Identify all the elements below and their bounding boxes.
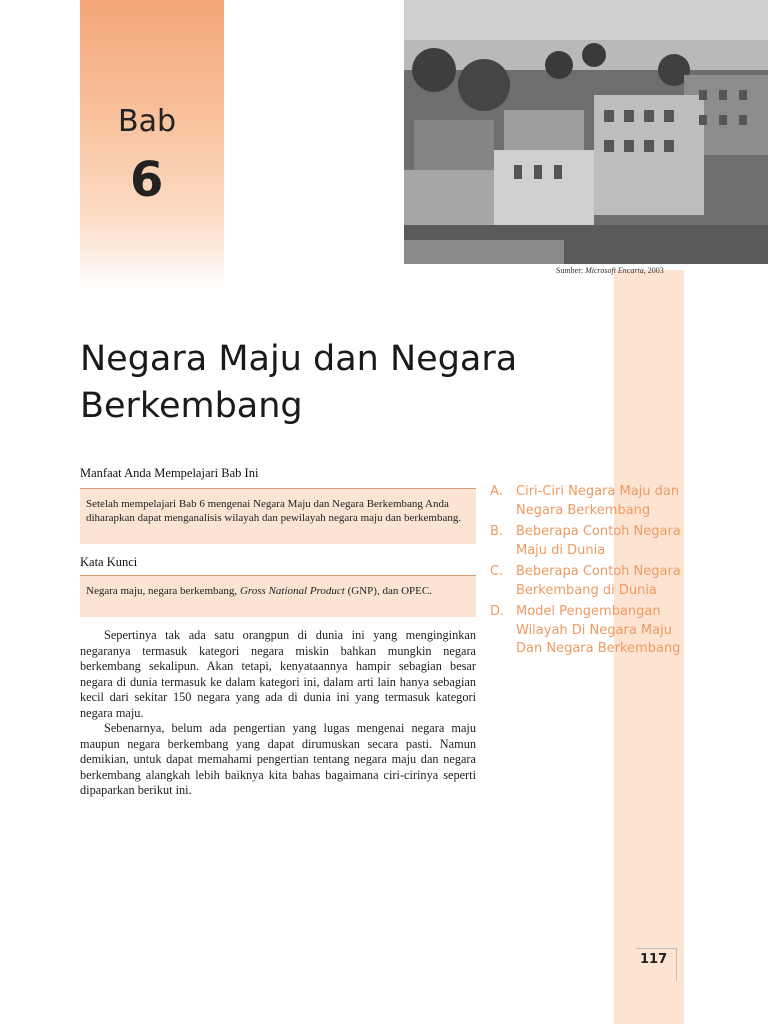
caption-source: Microsoft Encarta bbox=[585, 266, 644, 275]
benefit-box bbox=[80, 488, 476, 544]
chapter-title: Negara Maju dan Negara Berkembang bbox=[80, 339, 518, 426]
outline-item bbox=[490, 563, 690, 600]
photo-caption bbox=[556, 266, 664, 275]
outline-letter: D. bbox=[490, 604, 505, 619]
chapter-number: 6 bbox=[130, 152, 164, 208]
keywords-text-italic: Gross National Product bbox=[239, 585, 345, 597]
keywords-box bbox=[80, 575, 476, 617]
outline-label: Model Pengembangan Wilayah Di Negara Maju Dan Negara Berkembang bbox=[516, 604, 681, 656]
outline-label: Ciri-Ciri Negara Maju dan Negara Berkembang bbox=[516, 484, 680, 518]
outline-letter: A. bbox=[490, 484, 503, 499]
chapter-photo bbox=[404, 0, 768, 264]
caption-prefix: Sumber: bbox=[556, 266, 586, 275]
benefit-text: Setelah mempelajari Bab 6 mengenai Negara Maju dan Negara Berkembang Anda diharapkan dapat menganalisis wilayah dan pewilayah negara maju dan berkembang. bbox=[86, 498, 462, 524]
body-text bbox=[80, 628, 476, 799]
outline-letter: B. bbox=[490, 524, 504, 539]
chapter-band bbox=[80, 0, 224, 290]
page-number: 117 bbox=[640, 952, 668, 967]
outline-item bbox=[490, 483, 690, 520]
outline-label: Beberapa Contoh Negara Maju di Dunia bbox=[516, 524, 681, 558]
caption-year: , 2003 bbox=[643, 266, 664, 275]
body-paragraph-1: Sepertinya tak ada satu orangpun di dunia ini yang menginginkan negaranya termasuk kategori negara miskin bahkan mungkin negara berkembang sekalipun. Akan tetapi, kenyataannya hampir sebagian besar negara di dunia termasuk ke dalam kategori ini, dalam arti lain hanya sebagian kecil dari sekitar 150 negara yang ada di dunia ini yang termasuk kategori negara maju. bbox=[80, 628, 476, 720]
body-paragraph-2: Sebenarnya, belum ada pengertian yang lugas mengenai negara maju maupun negara berkembang yang dapat dirumuskan secara pasti. Namun demikian, untuk dapat memahami pengertian tentang negara maju dan negara berkembang alangkah lebih baiknya kita bahas bagaimana ciri-cirinya seperti dipaparkan berikut ini. bbox=[80, 721, 476, 797]
outline-label: Beberapa Contoh Negara Berkembang di Dunia bbox=[516, 564, 681, 598]
keywords-text-after: (GNP), dan OPEC. bbox=[344, 585, 432, 597]
benefit-heading: Manfaat Anda Mempelajari Bab Ini bbox=[80, 466, 259, 480]
chapter-label: Bab bbox=[118, 104, 177, 139]
outline-item bbox=[490, 523, 690, 560]
outline-item bbox=[490, 603, 690, 659]
keywords-heading: Kata Kunci bbox=[80, 555, 138, 569]
keywords-text-before: Negara maju, negara berkembang, bbox=[86, 585, 240, 597]
chapter-outline bbox=[490, 483, 690, 662]
outline-letter: C. bbox=[490, 564, 504, 579]
